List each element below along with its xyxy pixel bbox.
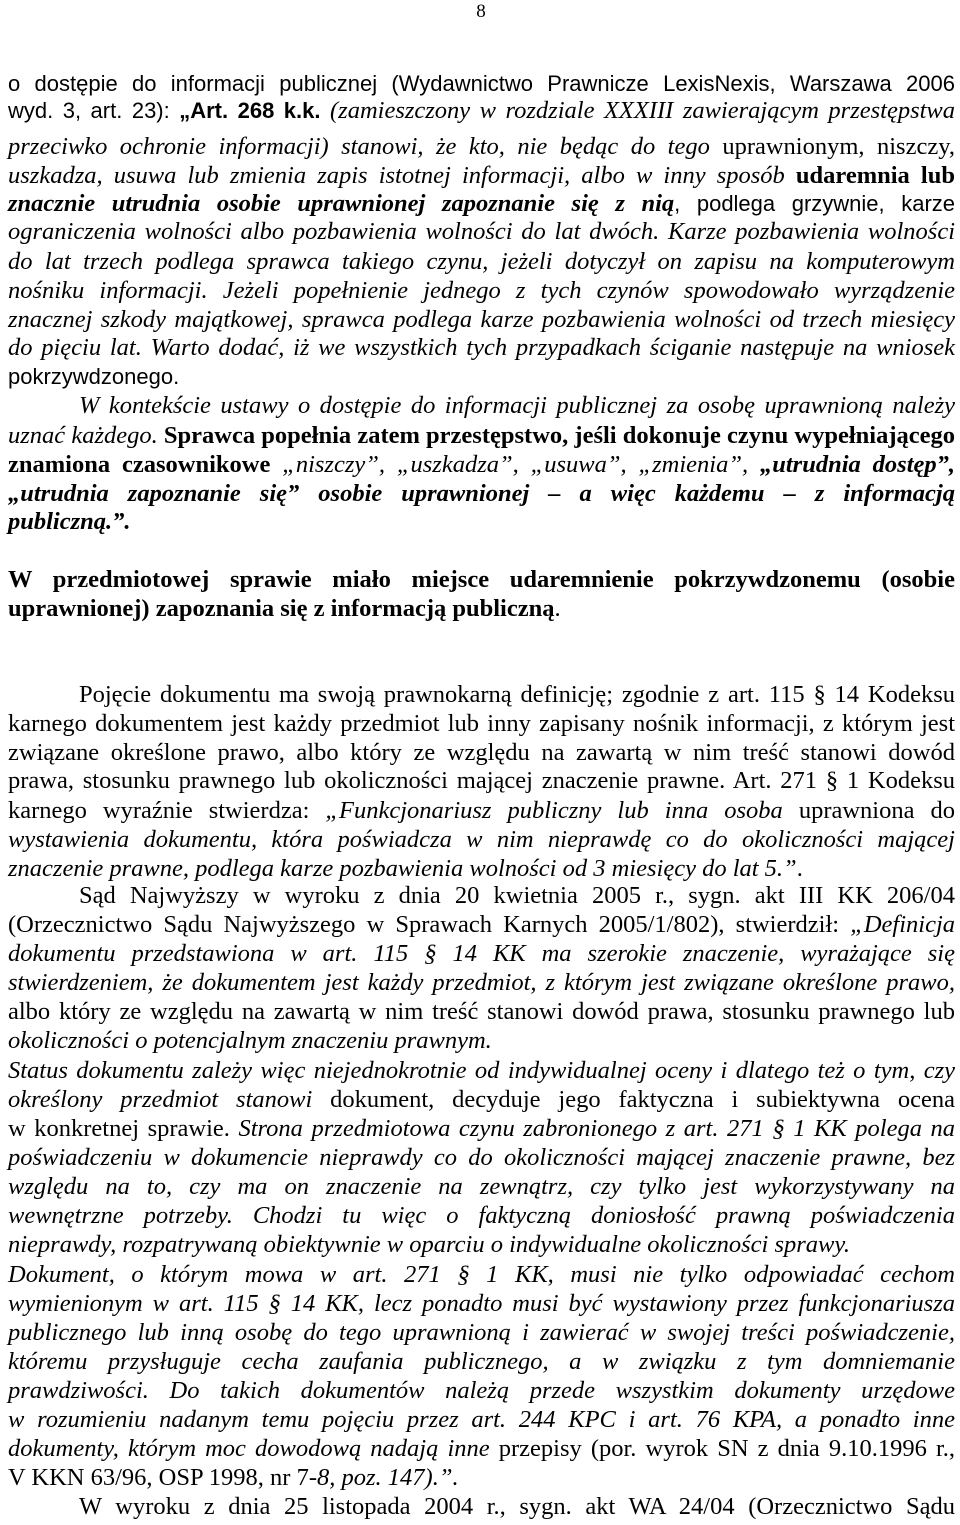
- text-run: nieprawdy, rozpatrywaną obiektywnie w oparciu o indywidualne okoliczności sprawy.: [8, 1231, 851, 1258]
- text-line: [8, 997, 955, 1027]
- text-run: pokrzywdzonego.: [8, 364, 180, 389]
- text-run: względu na to, czy ma on znaczenie na zewnątrz, czy tylko jest wykorzystywany na: [8, 1173, 955, 1200]
- text-run: 8, poz. 147).”.: [317, 1464, 459, 1491]
- text-line: [8, 1026, 955, 1056]
- text-run: poświadczeniu w dokumencie nieprawdy co do okoliczności mającej znaczenie prawne, bez: [8, 1144, 955, 1171]
- text-run: prawa, stosunku prawnego lub okoliczności mającej znaczenie prawne. Art. 271 § 1 Kodeksu: [8, 767, 955, 794]
- text-run: przeciwko ochronie informacji) stanowi, że kto, nie będąc do tego: [8, 133, 723, 160]
- text-line: [8, 333, 955, 363]
- text-line: [8, 854, 955, 884]
- text-run: Dokument, o którym mowa w art. 271 § 1 KK, musi nie tylko odpowiadać cechom: [8, 1261, 955, 1288]
- text-line: [8, 738, 955, 768]
- text-run: wymienionym w art. 115 § 14 KK, lecz ponadto musi być wystawiony przez funkcjonariusza: [8, 1290, 955, 1317]
- text-run: „Funkcjonariusz publiczny lub inna osoba: [325, 797, 783, 824]
- text-run: przepisy (por. wyrok SN z dnia 9.10.1996 r.,: [489, 1435, 956, 1462]
- text-line: [79, 391, 955, 421]
- text-run: wyd. 3, art. 23):: [8, 98, 180, 123]
- text-line: [8, 825, 955, 855]
- text-line: [8, 1434, 955, 1464]
- text-run: Pojęcie dokumentu ma swoją prawnokarną definicję; zgodnie z art. 115 § 14 Kodeksu: [79, 681, 955, 708]
- text-line: [8, 1056, 955, 1086]
- text-line: [8, 796, 955, 826]
- text-line: [8, 709, 955, 739]
- text-run: uprawniona do: [782, 797, 955, 824]
- text-run: karnego dokumentem jest każdy przedmiot lub inny zapisany nośnik informacji, z którym jest: [8, 710, 955, 737]
- text-line: [8, 247, 955, 277]
- text-run: uprawnionej) zapoznania się z informacją publiczną: [8, 595, 555, 622]
- text-run: Status dokumentu zależy więc niejednokrotnie od indywidualnej oceny i dlatego też o tym, czy: [8, 1057, 955, 1084]
- text-run: karnego wyraźnie stwierdza:: [8, 797, 326, 824]
- text-line: [8, 1085, 955, 1115]
- text-run: .: [554, 595, 561, 622]
- text-line: [8, 1405, 955, 1435]
- text-run: albo który ze względu na zawartą w nim treść stanowi dowód prawa, stosunku prawnego lub: [8, 998, 955, 1025]
- text-run: któremu przysługuje cecha zaufania publicznego, a w związku z tym domniemanie: [8, 1348, 955, 1375]
- text-run: dokumentu przedstawiona w art. 115 § 14 KK ma szerokie znaczenie, wyrażające się: [8, 940, 955, 967]
- text-line: [8, 939, 955, 969]
- text-run: publiczną.”.: [8, 508, 131, 535]
- text-line: [8, 305, 955, 335]
- text-run: „niszczy”, „uszkadza”, „usuwa”, „zmienia”,: [282, 451, 760, 478]
- text-run: znaczenie prawne, podlega karze pozbawienia wolności od 3 miesięcy do lat 5.”: [8, 855, 797, 882]
- text-run: W przedmiotowej sprawie miało miejsce udaremnienie pokrzywdzonemu (osobie: [8, 566, 955, 593]
- text-line: [8, 766, 955, 796]
- text-line: [8, 96, 955, 126]
- text-line: [8, 565, 955, 595]
- text-line: [8, 132, 955, 162]
- text-line: [8, 1201, 955, 1231]
- text-line: [8, 1260, 955, 1290]
- text-run: w rozumieniu nadanym temu pojęciu przez art. 244 KPC i art. 76 KPA, a ponadto inne: [8, 1406, 955, 1433]
- text-line: [8, 276, 955, 306]
- text-line: [8, 1230, 955, 1260]
- text-line: [8, 479, 955, 509]
- text-run: „Definicja: [850, 911, 955, 938]
- text-run: dokument, decyduje jego faktyczna i subiektywna ocena: [330, 1086, 955, 1113]
- text-line: [79, 680, 955, 710]
- text-run: prawdziwości. Do takich dokumentów należą przede wszystkim dokumenty urzędowe: [8, 1377, 955, 1404]
- text-run: V KKN 63/96, OSP 1998, nr 7-: [8, 1464, 317, 1491]
- text-line: [8, 1463, 955, 1493]
- text-run: uprawnionym, niszczy,: [722, 133, 956, 160]
- text-run: Sąd Najwyższy w wyroku z dnia 20 kwietnia 2005 r., sygn. akt III KK 206/04: [79, 882, 955, 909]
- text-run: (Orzecznictwo Sądu Najwyższego w Sprawach Karnych 2005/1/802), stwierdził:: [8, 911, 851, 938]
- text-run: Sprawca popełnia zatem przestępstwo, jeśli dokonuje czynu wypełniającego: [163, 422, 955, 449]
- text-line: [8, 1172, 955, 1202]
- text-line: [8, 1376, 955, 1406]
- text-run: znacznej szkody majątkowej, sprawca podlega karze pozbawienia wolności od trzech miesięcy: [8, 306, 955, 333]
- text-run: określony przedmiot stanowi: [8, 1086, 331, 1113]
- text-line: [8, 69, 955, 99]
- text-line: [8, 968, 955, 998]
- text-line: [8, 362, 955, 392]
- text-line: [8, 421, 955, 451]
- text-run: W wyroku z dnia 25 listopada 2004 r., sygn. akt WA 24/04 (Orzecznictwo Sądu: [79, 1493, 955, 1520]
- text-line: [8, 450, 955, 480]
- text-line: [8, 217, 955, 247]
- text-line: [8, 1143, 955, 1173]
- text-run: (zamieszczony w rozdziale XXXIII zawierającym przestępstwa: [320, 97, 955, 124]
- text-run: wewnętrzne potrzeby. Chodzi tu więc o faktyczną doniosłość prawną poświadczenia: [8, 1202, 955, 1229]
- text-run: uszkadza, usuwa lub zmienia zapis istotnej informacji, albo w inny sposób: [8, 162, 796, 189]
- text-run: ograniczenia wolności albo pozbawienia wolności do lat dwóch. Karze pozbawienia wolności: [8, 218, 955, 245]
- text-run: nośniku informacji. Jeżeli popełnienie jednego z tych czynów spowodowało wyrządzenie: [8, 277, 955, 304]
- text-run: związane określone prawo, albo który ze względu na zawartą w nim treść stanowi dowód: [8, 739, 955, 766]
- text-run: dokumenty, którym moc dowodową nadają inne: [8, 1435, 490, 1462]
- text-run: uznać każdego.: [8, 422, 164, 449]
- article-reference: „Art. 268 k.k.: [179, 98, 321, 123]
- text-line: [8, 1318, 955, 1348]
- text-line: [8, 1347, 955, 1377]
- text-line: [79, 1492, 955, 1522]
- text-run: do lat trzech podlega sprawca takiego czynu, jeżeli dotyczył on zapisu na komputerowym: [8, 248, 955, 275]
- text-line: [8, 189, 955, 219]
- text-run: w konkretnej sprawie.: [8, 1115, 239, 1142]
- text-run: znacznie utrudnia osobie uprawnionej zapoznanie się z nią: [8, 190, 675, 217]
- text-line: [8, 594, 955, 624]
- text-run: stwierdzeniem, że dokumentem jest każdy przedmiot, z którym jest związane określone prawo,: [8, 969, 955, 996]
- text-run: udaremnia lub: [795, 162, 955, 189]
- text-run: „utrudnia zapoznanie się” osobie uprawnionej – a więc każdemu – z informacją: [8, 480, 955, 507]
- text-line: [8, 161, 955, 191]
- text-line: [8, 1289, 955, 1319]
- text-run: znamiona czasownikowe: [8, 451, 283, 478]
- text-run: o dostępie do informacji publicznej (Wydawnictwo Prawnicze LexisNexis, Warszawa 2006: [8, 71, 955, 96]
- text-run: publicznego lub inną osobę do tego uprawnioną i zawierać w swojej treści poświadczenie,: [8, 1319, 955, 1346]
- text-run: do pięciu lat. Warto dodać, iż we wszystkich tych przypadkach ściganie następuje na wniosek: [8, 334, 955, 361]
- page-number: 8: [476, 1, 486, 22]
- text-line: [79, 881, 955, 911]
- text-run: .: [796, 855, 803, 882]
- text-run: okoliczności o potencjalnym znaczeniu prawnym.: [8, 1027, 492, 1054]
- text-run: Strona przedmiotowa czynu zabronionego z art. 271 § 1 KK polega na: [238, 1115, 956, 1142]
- text-line: [8, 1114, 955, 1144]
- text-run: W kontekście ustawy o dostępie do informacji publicznej za osobę uprawnioną należy: [79, 392, 955, 419]
- text-run: , podlega grzywnie, karze: [674, 191, 956, 216]
- text-line: [8, 910, 955, 940]
- text-run: „utrudnia dostęp”,: [760, 451, 955, 478]
- text-line: [8, 507, 955, 537]
- text-run: wystawienia dokumentu, która poświadcza w nim nieprawdę co do okoliczności mającej: [8, 826, 955, 853]
